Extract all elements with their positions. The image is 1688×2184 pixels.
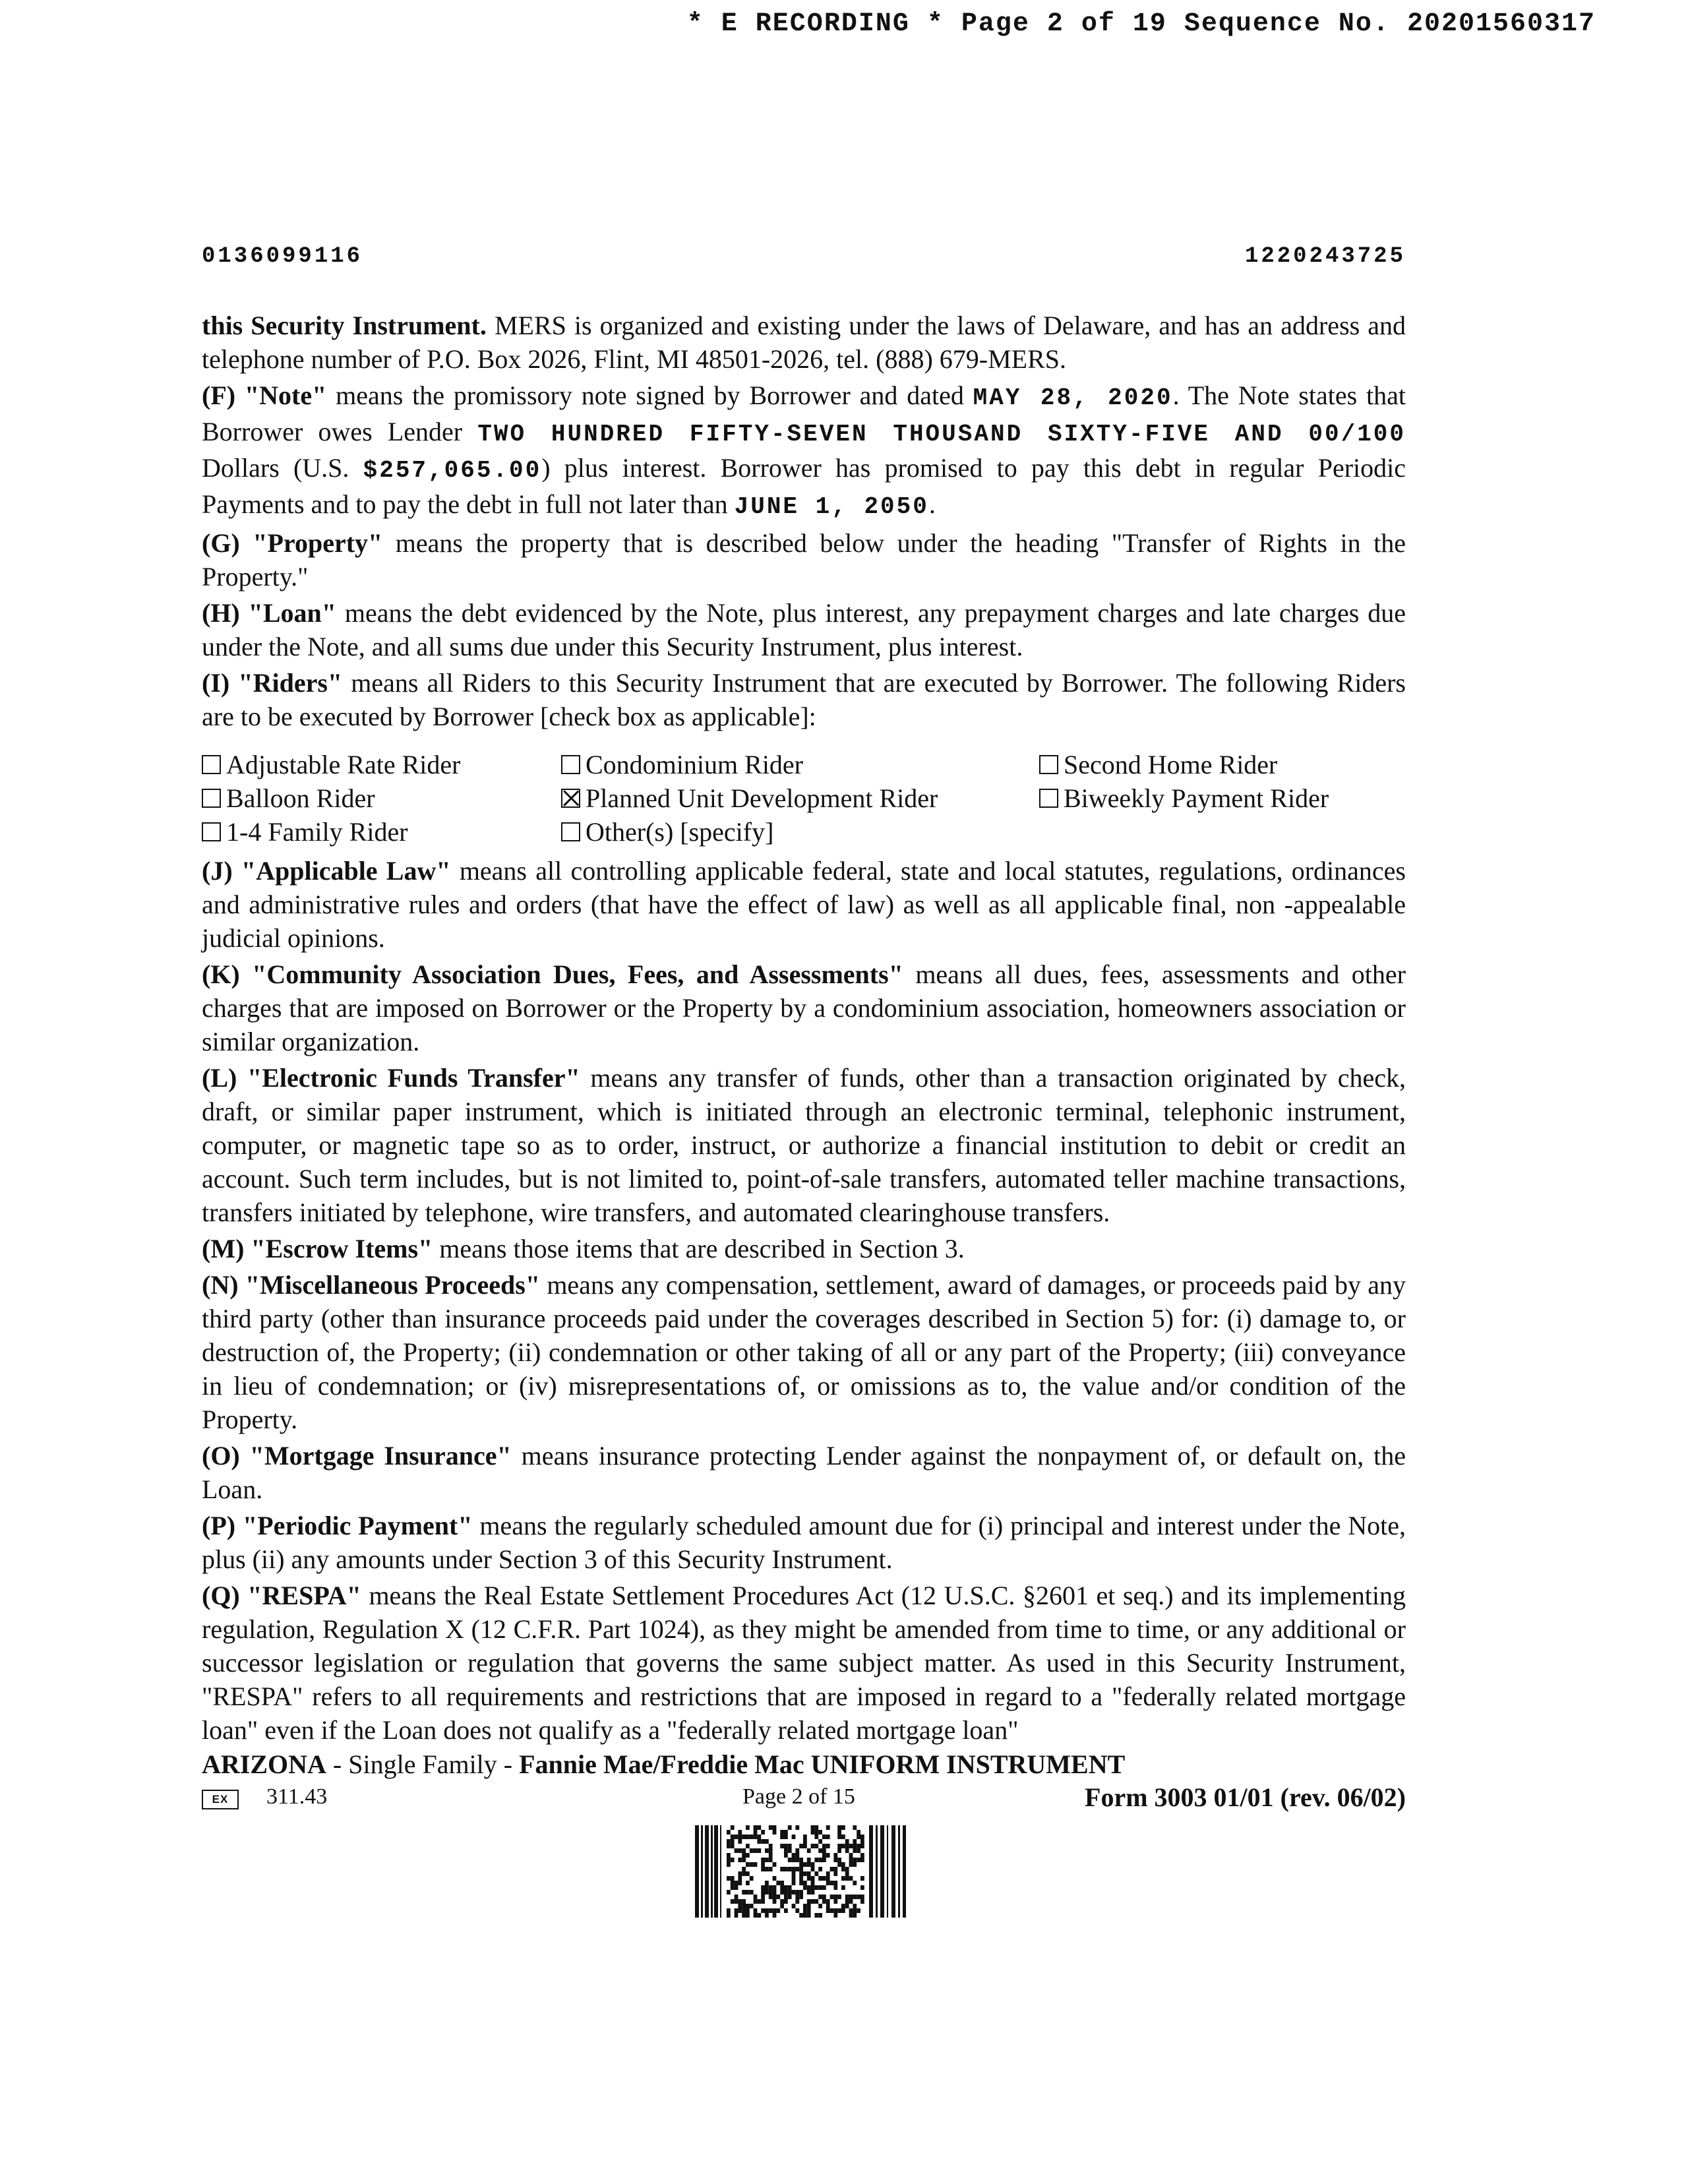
- paragraph-lead: (H) "Loan": [202, 598, 336, 628]
- page-number: Page 2 of 15: [742, 1784, 855, 1809]
- rider-option-condominium[interactable]: [561, 748, 1039, 781]
- paragraph-text: means the promissory note signed by Borrower and dated: [326, 380, 973, 410]
- rider-label: Adjustable Rate Rider: [226, 750, 461, 779]
- paragraph-applicable-law: [202, 854, 1406, 955]
- paragraph-text: means all dues, fees, assessments and other charges that are imposed on Borrower or the Property by a condominium association, homeowners association or similar organization.: [202, 959, 1406, 1056]
- rider-label: Other(s) [specify]: [586, 817, 774, 847]
- paragraph-mers: [202, 309, 1406, 376]
- loan-amount-words: TWO HUNDRED FIFTY-SEVEN THOUSAND SIXTY-FIVE AND 00/100: [477, 421, 1406, 448]
- paragraph-text: means all controlling applicable federal, state and local statutes, regulations, ordinances and administrative rules and orders (that have the effect of law) as well as all applicable final, non -appealable judicial opinions.: [202, 856, 1406, 953]
- paragraph-mortgage-insurance: [202, 1439, 1406, 1506]
- paragraph-lead: (L) "Electronic Funds Transfer": [202, 1063, 580, 1093]
- document-body: [202, 309, 1406, 1749]
- paragraph-periodic-payment: [202, 1509, 1406, 1576]
- paragraph-property: [202, 526, 1406, 593]
- paragraph-text: means any compensation, settlement, award of damages, or proceeds paid by any third party (other than insurance proceeds paid under the coverages described in Section 5) for: (i) damage to, or destruction of, the Property; (ii) condemnation or other taking of all or any part of the Property; (iii) conveyance in lieu of condemnation; or (iv) misrepresentations of, or omissions as to, the value and/or condition of the Property.: [202, 1270, 1406, 1434]
- checkbox-unchecked[interactable]: [202, 822, 221, 841]
- paragraph-text: means insurance protecting Lender against the nonpayment of, or default on, the Loan.: [202, 1441, 1406, 1504]
- checkbox-checked[interactable]: [561, 789, 580, 808]
- paragraph-community-association: [202, 957, 1406, 1058]
- rider-option-other[interactable]: [561, 815, 1039, 849]
- paragraph-lead: (G) "Property": [202, 528, 383, 558]
- paragraph-lead: (O) "Mortgage Insurance": [202, 1441, 512, 1471]
- rider-label: Condominium Rider: [586, 750, 803, 779]
- paragraph-lead: (P) "Periodic Payment": [202, 1511, 473, 1540]
- paragraph-respa: [202, 1579, 1406, 1747]
- paragraph-text: Dollars (U.S.: [202, 453, 363, 483]
- paragraph-text: means those items that are described in Section 3.: [433, 1234, 965, 1263]
- ellie-mae-logo-icon: EX: [202, 1790, 239, 1809]
- checkbox-unchecked[interactable]: [1039, 789, 1058, 808]
- paragraph-text: MERS is organized and existing under the laws of Delaware, and has an address and telephone number of P.O. Box 2026, Flint, MI 48501-2026, tel. (888) 679-MERS.: [202, 311, 1406, 374]
- form-code: 311.43: [266, 1784, 328, 1809]
- footer-title: [202, 1749, 1125, 1780]
- checkbox-unchecked[interactable]: [202, 789, 221, 808]
- paragraph-text: means all Riders to this Security Instrument that are executed by Borrower. The following Riders are to be executed by Borrower [check box as applicable]:: [202, 668, 1406, 731]
- paragraph-lead: (J) "Applicable Law": [202, 856, 451, 886]
- footer-state: ARIZONA: [202, 1749, 326, 1779]
- paragraph-note: [202, 379, 1406, 524]
- rider-option-1-4-family[interactable]: [202, 815, 561, 849]
- rider-label: Planned Unit Development Rider: [586, 783, 938, 813]
- barcode-icon: [695, 1825, 906, 1918]
- footer-row: [202, 1783, 1406, 1816]
- recording-header: * E RECORDING * Page 2 of 19 Sequence No. 20201560317: [686, 9, 1596, 39]
- rider-option-biweekly-payment[interactable]: [1039, 781, 1406, 815]
- note-date: MAY 28, 2020: [973, 384, 1173, 411]
- loan-number-right: 1220243725: [1244, 244, 1406, 269]
- rider-label: 1-4 Family Rider: [226, 817, 408, 847]
- paragraph-text: means the Real Estate Settlement Procedures Act (12 U.S.C. §2601 et seq.) and its implementing regulation, Regulation X (12 C.F.R. Part 1024), as they might be amended from time to time, or any additional or successor legislation or regulation that governs the same subject matter. As used in this Security Instrument, "RESPA" refers to all requirements and restrictions that are imposed in regard to a "federally related mortgage loan" even if the Loan does not qualify as a "federally related mortgage loan": [202, 1581, 1406, 1745]
- paragraph-lead: (I) "Riders": [202, 668, 343, 698]
- rider-option-balloon[interactable]: [202, 781, 561, 815]
- checkbox-unchecked[interactable]: [561, 822, 580, 841]
- rider-label: Balloon Rider: [226, 783, 375, 813]
- paragraph-riders: [202, 666, 1406, 733]
- paragraph-lead: (Q) "RESPA": [202, 1581, 361, 1610]
- form-number: Form 3003 01/01 (rev. 06/02): [1085, 1782, 1406, 1812]
- rider-option-second-home[interactable]: [1039, 748, 1406, 781]
- checkbox-unchecked[interactable]: [202, 755, 221, 774]
- paragraph-text: means the debt evidenced by the Note, plus interest, any prepayment charges and late charges due under the Note, and all sums due under this Security Instrument, plus interest.: [202, 598, 1406, 661]
- paragraph-text: . The Note states that Borrower owes Lender: [202, 380, 1406, 446]
- paragraph-text: means the property that is described below under the heading "Transfer of Rights in the Property.": [202, 528, 1406, 592]
- paragraph-lead: (M) "Escrow Items": [202, 1234, 433, 1263]
- paragraph-lead: (F) "Note": [202, 380, 327, 410]
- rider-label: Second Home Rider: [1064, 750, 1278, 779]
- paragraph-misc-proceeds: [202, 1268, 1406, 1436]
- checkbox-unchecked[interactable]: [1039, 755, 1058, 774]
- paragraph-lead: this Security Instrument.: [202, 311, 487, 340]
- maturity-date: JUNE 1, 2050: [734, 493, 929, 520]
- paragraph-text: ) plus interest. Borrower has promised to pay this debt in regular Periodic Payments and to pay the debt in full not later than: [202, 453, 1406, 519]
- paragraph-loan: [202, 596, 1406, 663]
- paragraph-lead: (N) "Miscellaneous Proceeds": [202, 1270, 541, 1300]
- rider-option-adjustable-rate[interactable]: [202, 748, 561, 781]
- paragraph-text: means any transfer of funds, other than a transaction originated by check, draft, or similar paper instrument, which is initiated through an electronic terminal, telephonic instrument, computer, or magnetic tape so as to order, instruct, or authorize a financial institution to debit or credit an account. Such term includes, but is not limited to, point-of-sale transfers, automated teller machine transactions, transfers initiated by telephone, wire transfers, and automated clearinghouse transfers.: [202, 1063, 1406, 1227]
- paragraph-text: .: [928, 489, 936, 519]
- rider-option-planned-unit-development[interactable]: [561, 781, 1039, 815]
- checkbox-unchecked[interactable]: [561, 755, 580, 774]
- paragraph-escrow-items: [202, 1232, 1406, 1265]
- rider-label: Biweekly Payment Rider: [1064, 783, 1329, 813]
- paragraph-lead: (K) "Community Association Dues, Fees, and Assessments": [202, 959, 903, 989]
- riders-checklist: [202, 748, 1406, 849]
- paragraph-eft: [202, 1061, 1406, 1229]
- paragraph-text: means the regularly scheduled amount due for (i) principal and interest under the Note, plus (ii) any amounts under Section 3 of this Security Instrument.: [202, 1511, 1406, 1574]
- footer-instrument: Fannie Mae/Freddie Mac UNIFORM INSTRUMENT: [519, 1749, 1126, 1779]
- loan-number-left: 0136099116: [202, 244, 363, 269]
- loan-amount: $257,065.00: [363, 457, 542, 484]
- footer-separator: - Single Family -: [326, 1749, 520, 1779]
